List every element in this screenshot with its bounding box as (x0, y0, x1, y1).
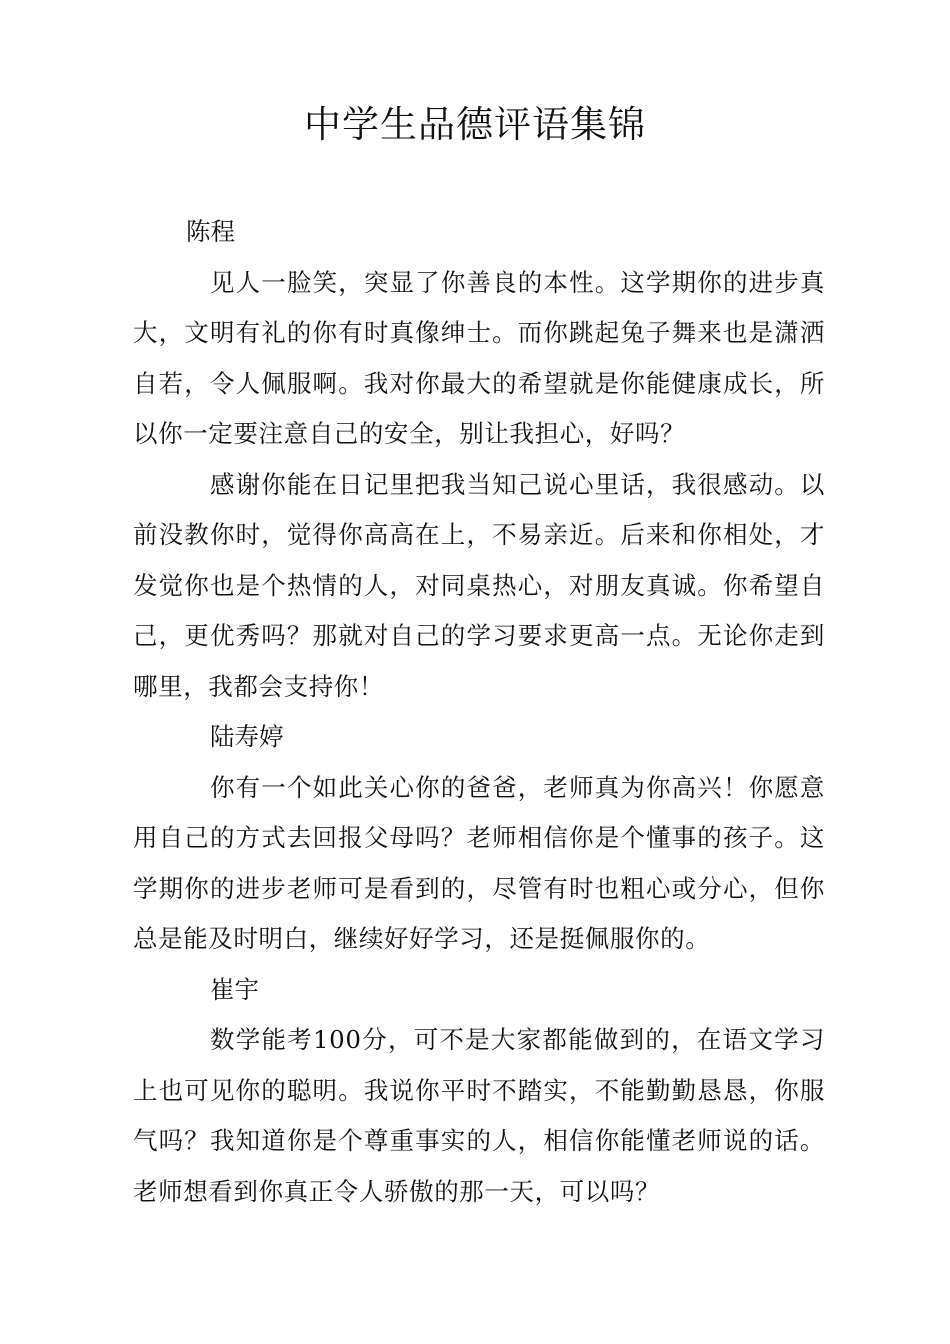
document-title: 中学生品德评语集锦 (304, 103, 646, 146)
student-name: 陈程 (186, 217, 235, 246)
comment-paragraph: 数学能考100分，可不是大家都能做到的，在语文学习上也可见你的聪明。我说你平时不踏实，不能勤勤恳恳，你服气吗？我知道你是个尊重事实的人，相信你能懂老师说的话。老师想看到你真正令人骄傲的那一天，可以吗？ (133, 1025, 825, 1206)
comment-paragraph: 感谢你能在日记里把我当知己说心里话，我很感动。以前没教你时，觉得你高高在上，不易亲近。后来和你相处，才发觉你也是个热情的人，对同桌热心，对朋友真诚。你希望自己，更优秀吗？那就对自己的学习要求更高一点。无论你走到哪里，我都会支持你！ (133, 469, 825, 701)
comment-paragraph: 见人一脸笑，突显了你善良的本性。这学期你的进步真大，文明有礼的你有时真像绅士。而你跳起兔子舞来也是潇洒自若，令人佩服啊。我对你最大的希望就是你能健康成长，所以你一定要注意自己的安全，别让我担心，好吗？ (133, 267, 825, 448)
document-body (133, 207, 825, 1217)
comment-paragraph: 你有一个如此关心你的爸爸，老师真为你高兴！你愿意用自己的方式去回报父母吗？老师相信你是个懂事的孩子。这学期你的进步老师可是看到的，尽管有时也粗心或分心，但你总是能及时明白，继续好好学习，还是挺佩服你的。 (133, 772, 825, 953)
student-name: 崔宇 (210, 974, 259, 1004)
student-name: 陆寿婷 (210, 722, 284, 751)
